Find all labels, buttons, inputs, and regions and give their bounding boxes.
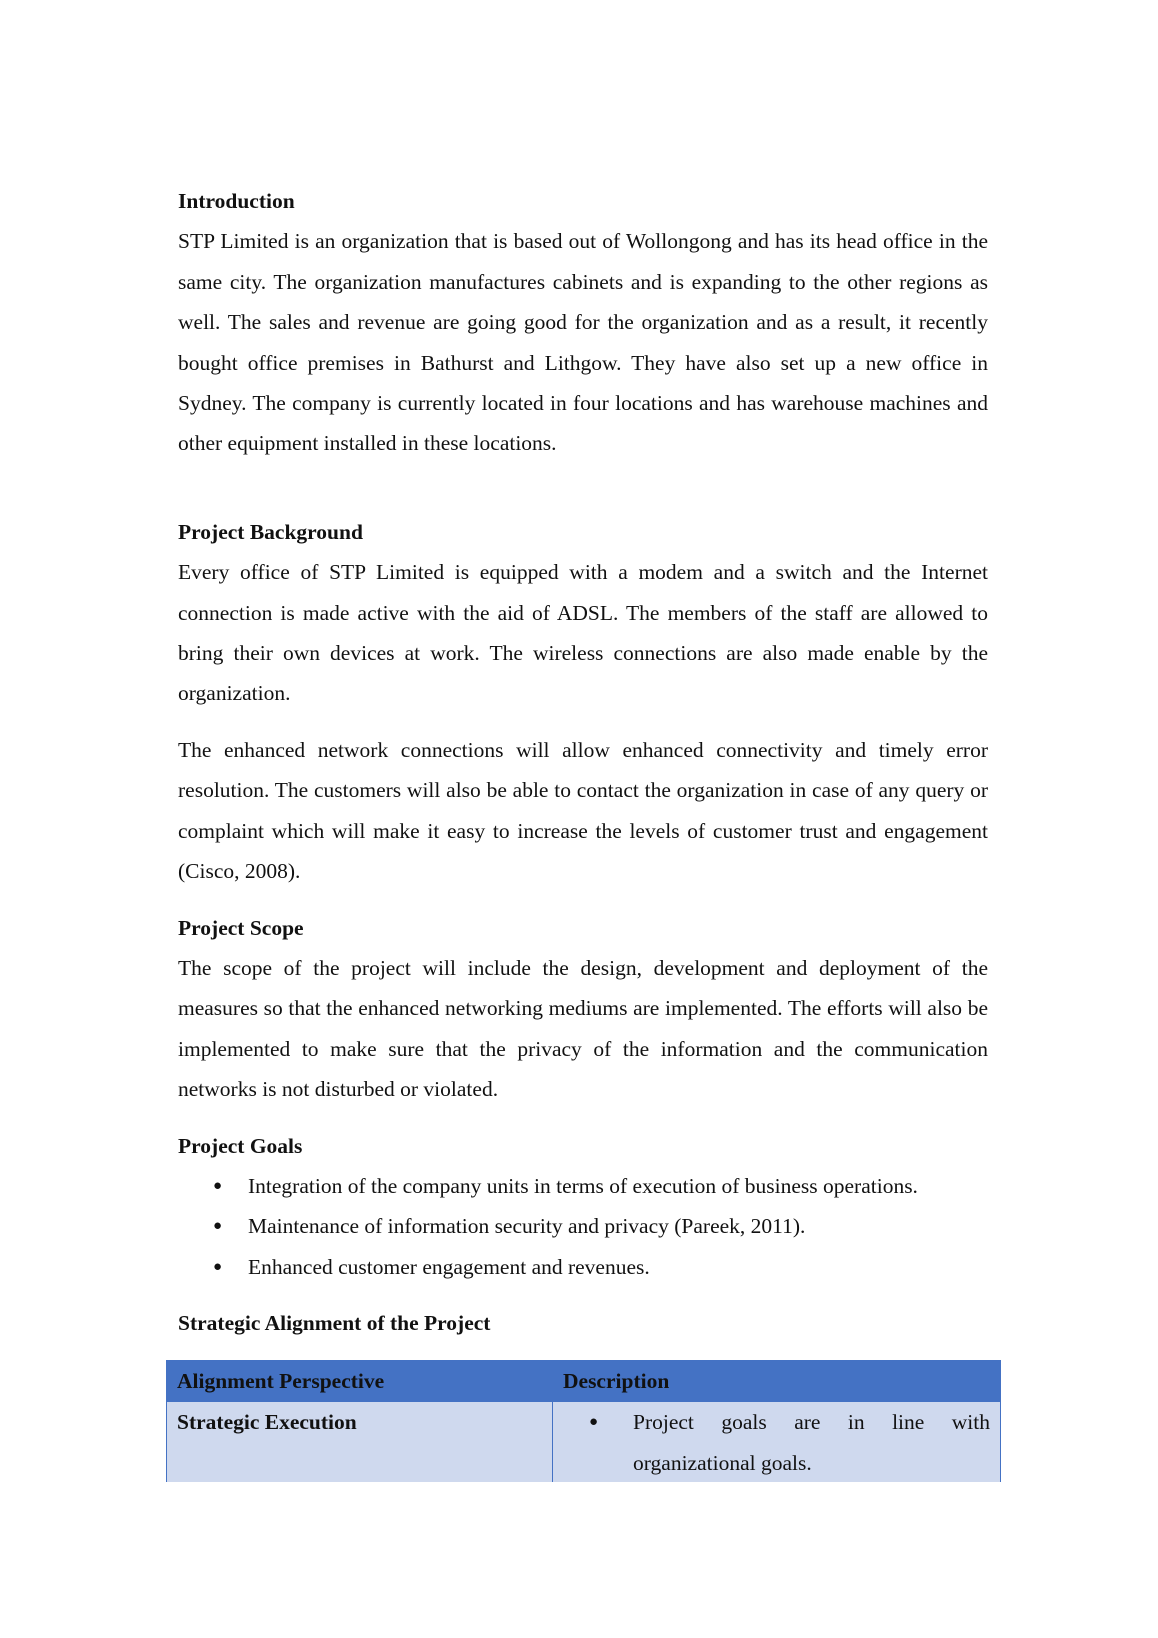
section-spacer bbox=[178, 464, 988, 512]
bullet-icon: ● bbox=[213, 1218, 223, 1235]
list-item-text: Enhanced customer engagement and revenues. bbox=[248, 1254, 650, 1279]
list-item-text: Maintenance of information security and privacy (Pareek, 2011). bbox=[248, 1214, 806, 1239]
bullet-icon: ● bbox=[213, 1258, 223, 1275]
paragraph-spacer bbox=[178, 1110, 988, 1126]
paragraph-spacer bbox=[178, 892, 988, 908]
list-item bbox=[178, 1166, 988, 1206]
introduction-heading: Introduction bbox=[178, 189, 295, 213]
project-background-heading: Project Background bbox=[178, 519, 363, 544]
project-goals-heading: Project Goals bbox=[178, 1133, 303, 1158]
project-scope-heading: Project Scope bbox=[178, 915, 304, 940]
table-row bbox=[167, 1402, 1001, 1484]
column-header-description: Description bbox=[553, 1361, 1001, 1402]
strategic-alignment-table bbox=[166, 1360, 1001, 1484]
document-body bbox=[178, 181, 988, 1344]
strategic-alignment-heading: Strategic Alignment of the Project bbox=[178, 1311, 491, 1336]
project-goals-list bbox=[178, 1166, 988, 1287]
bullet-icon: ● bbox=[589, 1414, 599, 1431]
list-item bbox=[178, 1206, 988, 1246]
paragraph-spacer bbox=[178, 714, 988, 730]
list-item bbox=[178, 1247, 988, 1287]
introduction-paragraph: STP Limited is an organization that is based out of Wollongong and has its head office in the same city. The organization manufactures cabinets and is expanding to the other regions as well. The sales and revenue are going good for the organization and as a result, it recently bought office premises in Bathurst and Lithgow. They have also set up a new office in Sydney. The company is currently located in four locations and has warehouse machines and other equipment installed in these locations. bbox=[178, 229, 988, 456]
page-bottom-margin bbox=[160, 1482, 1010, 1638]
alignment-perspective-cell: Strategic Execution bbox=[167, 1402, 553, 1484]
list-item-text: Integration of the company units in terms of execution of business operations. bbox=[248, 1173, 918, 1198]
project-scope-paragraph: The scope of the project will include the design, development and deployment of the measures so that the enhanced networking mediums are implemented. The efforts will also be implemented to make sure that the privacy of the information and the communication networks is not disturbed or violated. bbox=[178, 955, 988, 1102]
column-header-alignment-perspective: Alignment Perspective bbox=[167, 1361, 553, 1402]
description-text: Project goals are in line with organizational goals. bbox=[633, 1410, 990, 1475]
project-background-paragraph-2: The enhanced network connections will allow enhanced connectivity and timely error resolution. The customers will also be able to contact the organization in case of any query or complaint which will make it easy to increase the levels of customer trust and engagement (Cisco, 2008). bbox=[178, 737, 988, 884]
description-cell bbox=[553, 1402, 1001, 1484]
paragraph-spacer bbox=[178, 1287, 988, 1303]
table-header-row bbox=[167, 1361, 1001, 1402]
project-background-paragraph-1: Every office of STP Limited is equipped with a modem and a switch and the Internet connection is made active with the aid of ADSL. The members of the staff are allowed to bring their own devices at work. The wireless connections are also made enable by the organization. bbox=[178, 560, 988, 706]
bullet-icon: ● bbox=[213, 1177, 223, 1194]
